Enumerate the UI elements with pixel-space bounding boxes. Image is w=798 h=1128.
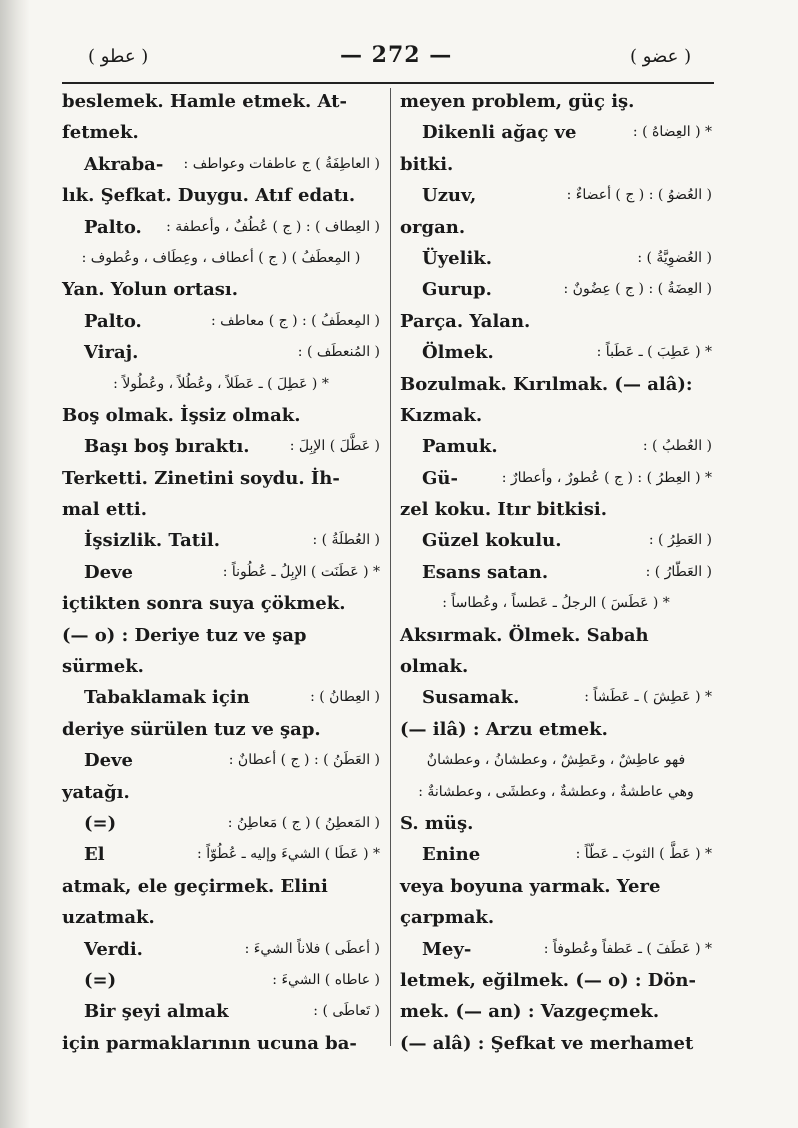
arabic-headword: ( العَطَنُ ) : ( ج ) أعطانٌ : (228, 752, 380, 769)
turkish-text: meyen problem, güç iş. (400, 91, 635, 112)
turkish-text: Enine (422, 844, 481, 866)
turkish-text: Yan. Yolun ortası. (62, 279, 239, 301)
turkish-text: Viraj. (84, 342, 139, 364)
turkish-text: Akraba- (84, 153, 164, 175)
turkish-text: mal etti. (62, 499, 147, 521)
turkish-text: Boş olmak. İşsiz olmak. (62, 404, 301, 426)
entry-line (400, 86, 712, 117)
entry-line (400, 180, 712, 211)
turkish-text: organ. (400, 216, 466, 238)
turkish-text: S. müş. (400, 812, 474, 834)
entry-line (62, 525, 380, 556)
entry-line (400, 777, 712, 808)
entry-line (400, 1028, 712, 1059)
turkish-text: Esans satan. (422, 561, 549, 583)
turkish-text: Aksırmak. Ölmek. Sabah (400, 624, 649, 646)
entry-line (400, 996, 712, 1027)
arabic-headword: ( عاطاه ) الشيءَ : (272, 971, 380, 988)
turkish-text: olmak. (400, 656, 469, 678)
turkish-text: Güzel kokulu. (422, 530, 562, 552)
entry-line (62, 180, 380, 211)
turkish-text: Kızmak. (400, 404, 483, 426)
entry-line (400, 369, 712, 400)
turkish-text: Palto. (84, 216, 142, 238)
arabic-headword: * ( العِطرُ ) : ( ج ) عُطورٌ ، وأعطارٌ : (501, 469, 712, 486)
turkish-text: Bir şeyi almak (84, 1001, 229, 1023)
entry-line (62, 745, 380, 776)
entry-line (62, 651, 380, 682)
arabic-headword: ( المِعطَفُ ) : ( ج ) معاطف : (210, 312, 380, 329)
entry-line (62, 306, 380, 337)
entry-line (400, 714, 712, 745)
arabic-headword: ( تَعاطَى ) : (313, 1003, 380, 1020)
arabic-headword: وهي عاطشةٌ ، وعطشةٌ ، وعطشَى ، وعطشانةٌ : (418, 783, 694, 800)
turkish-text: (=) (84, 812, 117, 834)
entry-line (400, 934, 712, 965)
entry-line (62, 400, 380, 431)
entry-line (62, 117, 380, 148)
arabic-headword: ( المَعطِنُ ) ( ج ) مَعاطِنُ : (227, 814, 380, 831)
arabic-headword: * ( عَطِشَ ) ـ عَطَشاً : (584, 689, 712, 706)
arabic-headword: ( أعطَى ) فلاناً الشيءَ : (244, 940, 380, 957)
turkish-text: Terketti. Zinetini soydu. İh- (62, 467, 340, 489)
entry-line (62, 934, 380, 965)
turkish-text: El (84, 844, 105, 866)
entry-line (400, 651, 712, 682)
turkish-text: Uzuv, (422, 185, 477, 207)
scan-shadow (0, 0, 30, 1128)
arabic-headword: ( العِطانُ ) : (310, 689, 380, 706)
entry-line (62, 996, 380, 1027)
entry-line (400, 243, 712, 274)
turkish-text: beslemek. Hamle etmek. At- (62, 91, 347, 112)
arabic-headword: * ( العِضاهُ ) : (632, 124, 712, 141)
arabic-headword: ( المُنعطَف ) : (297, 344, 380, 361)
entry-line (62, 149, 380, 180)
left-column (62, 86, 380, 1059)
entry-line (400, 871, 712, 902)
entry-line (400, 745, 712, 776)
turkish-text: bitki. (400, 153, 454, 175)
entry-line (400, 588, 712, 619)
entry-line (62, 86, 380, 117)
arabic-headword: * ( عَطِلَ ) ـ عَطَلاً ، وعُطُلاً ، وعُطُولاً : (113, 375, 329, 392)
entry-line (62, 212, 380, 243)
turkish-text: letmek, eğilmek. (— o) : Dön- (400, 969, 696, 991)
right-column (400, 86, 712, 1059)
entry-line (62, 337, 380, 368)
turkish-text: (— o) : Deriye tuz ve şap (62, 624, 307, 646)
turkish-text: lık. Şefkat. Duygu. Atıf edatı. (62, 185, 356, 207)
arabic-headword: ( العُطلَةُ ) : (312, 532, 380, 549)
entry-line (400, 431, 712, 462)
entry-line (62, 494, 380, 525)
entry-line (400, 839, 712, 870)
turkish-text: fetmek. (62, 122, 139, 144)
turkish-text: Palto. (84, 310, 142, 332)
turkish-text: Gü- (422, 467, 458, 489)
entry-line (400, 149, 712, 180)
entry-line (62, 588, 380, 619)
turkish-text: Başı boş bıraktı. (84, 436, 250, 458)
entry-line (400, 902, 712, 933)
entry-line (62, 369, 380, 400)
turkish-text: mek. (— an) : Vazgeçmek. (400, 1001, 660, 1023)
turkish-text: veya boyuna yarmak. Yere (400, 875, 661, 897)
arabic-headword: ( العاطِفَةُ ) ج عاطفات وعواطف : (183, 155, 380, 172)
entry-line (62, 1028, 380, 1059)
entry-line (400, 274, 712, 305)
entry-line (62, 557, 380, 588)
turkish-text: Verdi. (84, 938, 143, 960)
arabic-headword: * ( عَطَنَت ) الإبِلُ ـ عُطُوناً : (222, 563, 380, 580)
turkish-text: Üyelik. (422, 247, 493, 269)
arabic-headword: ( العَطِرُ ) : (648, 532, 712, 549)
entry-line (62, 714, 380, 745)
arabic-headword: ( العِطاف ) : ( ج ) عُطُفٌ ، وأعطفة : (166, 218, 380, 235)
left-guide-word: ( عطو ) (88, 46, 149, 67)
turkish-text: çarpmak. (400, 907, 495, 929)
entry-line (62, 682, 380, 713)
arabic-headword: * ( عَطَسَ ) الرجلُ ـ عَطساً ، وعُطاساً : (442, 595, 670, 612)
entry-line (62, 808, 380, 839)
turkish-text: içtikten sonra suya çökmek. (62, 593, 346, 615)
turkish-text: (— alâ) : Şefkat ve merhamet (400, 1032, 694, 1054)
turkish-text: (=) (84, 969, 117, 991)
entry-line (62, 463, 380, 494)
right-guide-word: ( عضو ) (630, 46, 692, 67)
entry-line (62, 274, 380, 305)
arabic-headword: ( العُضوِيَّةُ ) : (637, 249, 712, 266)
entry-line (400, 808, 712, 839)
turkish-text: Bozulmak. Kırılmak. (— alâ): (400, 373, 693, 395)
turkish-text: için parmaklarının ucuna ba- (62, 1032, 357, 1054)
arabic-headword: * ( عَطَا ) الشيءَ وإليه ـ عُطُوّاً : (197, 846, 380, 863)
entry-line (62, 243, 380, 274)
turkish-text: Parça. Yalan. (400, 310, 531, 332)
turkish-text: Mey- (422, 938, 472, 960)
entry-line (62, 839, 380, 870)
turkish-text: yatağı. (62, 781, 130, 803)
entry-line (400, 117, 712, 148)
entry-line (62, 871, 380, 902)
turkish-text: Tabaklamak için (84, 687, 250, 709)
column-divider (390, 88, 391, 1046)
turkish-text: Ölmek. (422, 342, 494, 364)
entry-line (62, 965, 380, 996)
turkish-text: deriye sürülen tuz ve şap. (62, 718, 321, 740)
turkish-text: Dikenli ağaç ve (422, 122, 577, 144)
arabic-headword: ( العَطّارُ ) : (645, 563, 712, 580)
entry-line (62, 777, 380, 808)
arabic-headword: * ( عَطَفَ ) ـ عَطفاً وعُطوفاً : (543, 940, 712, 957)
entry-line (400, 525, 712, 556)
entry-line (400, 306, 712, 337)
entry-line (400, 557, 712, 588)
turkish-text: Pamuk. (422, 436, 498, 458)
arabic-headword: ( المِعطَفُ ) ( ج ) أعطاف ، وعِطَاف ، وعُطوف : (81, 249, 361, 266)
entry-line (400, 337, 712, 368)
arabic-headword: ( العُضوُ ) : ( ج ) أعضاءٌ : (566, 187, 712, 204)
turkish-text: (— ilâ) : Arzu etmek. (400, 718, 608, 740)
turkish-text: Deve (84, 750, 133, 772)
arabic-headword: ( العِضَةُ ) : ( ج ) عِضُونٌ : (563, 281, 712, 298)
arabic-headword: ( العُطبُ ) : (642, 438, 712, 455)
turkish-text: Susamak. (422, 687, 520, 709)
arabic-headword: * ( عَطَّ ) الثوبَ ـ عَطّاً : (575, 846, 712, 863)
page-number: — 272 — (340, 42, 453, 68)
turkish-text: İşsizlik. Tatil. (84, 530, 221, 552)
entry-line (62, 620, 380, 651)
turkish-text: zel koku. Itır bitkisi. (400, 499, 607, 521)
arabic-headword: فهو عاطِشٌ ، وعَطِشٌ ، وعطشانُ ، وعطشانٌ (426, 752, 686, 769)
entry-line (400, 400, 712, 431)
turkish-text: Deve (84, 561, 133, 583)
turkish-text: sürmek. (62, 656, 144, 678)
turkish-text: atmak, ele geçirmek. Elini (62, 875, 328, 897)
entry-line (400, 965, 712, 996)
header-rule (62, 82, 714, 84)
entry-line (400, 494, 712, 525)
entry-line (62, 431, 380, 462)
turkish-text: Gurup. (422, 279, 492, 301)
arabic-headword: * ( عَطِبَ ) ـ عَطَباً : (596, 344, 712, 361)
arabic-headword: ( عَطَّلَ ) الإبِلَ : (289, 438, 380, 455)
entry-line (400, 620, 712, 651)
entry-line (62, 902, 380, 933)
entry-line (400, 212, 712, 243)
turkish-text: uzatmak. (62, 907, 155, 929)
entry-line (400, 463, 712, 494)
entry-line (400, 682, 712, 713)
page-header (0, 40, 798, 80)
